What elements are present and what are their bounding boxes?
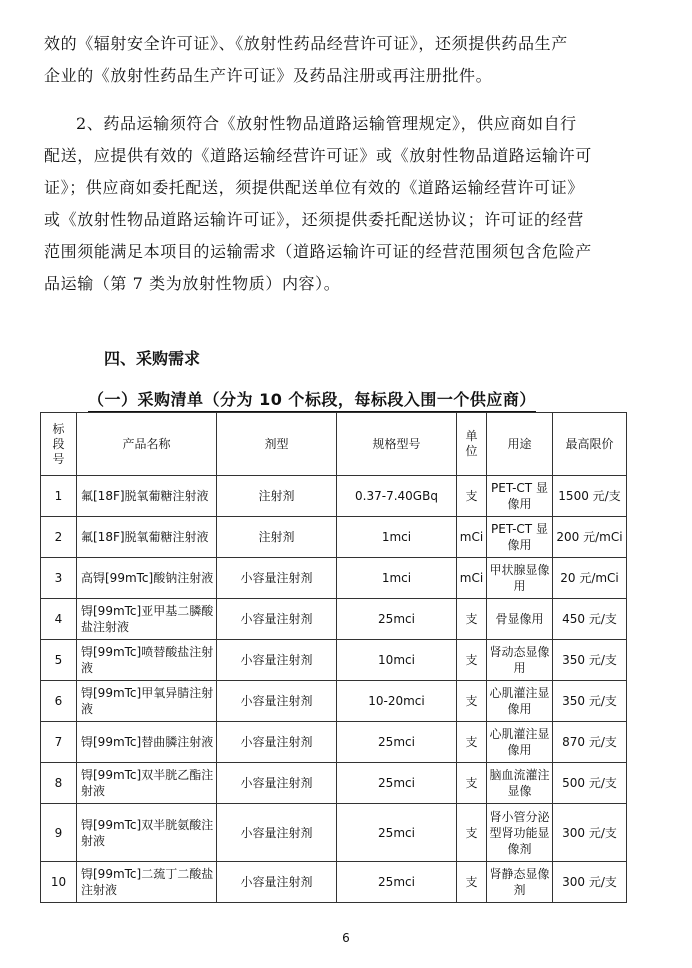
spec-cell: 25mci bbox=[337, 804, 457, 862]
dosage-form-cell: 小容量注射剂 bbox=[217, 681, 337, 722]
usage-cell: 甲状腺显像用 bbox=[487, 558, 553, 599]
header-lot-no: 标 段 号 bbox=[41, 413, 77, 476]
usage-cell: 心肌灌注显像用 bbox=[487, 722, 553, 763]
max-price-cell: 500 元/支 bbox=[553, 763, 627, 804]
product-name-cell: 氟[18F]脱氧葡糖注射液 bbox=[77, 476, 217, 517]
text-line: 配送，应提供有效的《道路运输经营许可证》或《放射性物品道路运输许可 bbox=[44, 146, 592, 165]
header-usage: 用途 bbox=[487, 413, 553, 476]
max-price-cell: 20 元/mCi bbox=[553, 558, 627, 599]
paragraph-licenses bbox=[44, 28, 650, 92]
header-unit: 单 位 bbox=[457, 413, 487, 476]
lot-no-cell: 6 bbox=[41, 681, 77, 722]
max-price-cell: 200 元/mCi bbox=[553, 517, 627, 558]
product-name-cell: 锝[99mTc]二巯丁二酸盐注射液 bbox=[77, 862, 217, 903]
unit-cell: 支 bbox=[457, 804, 487, 862]
table-row bbox=[41, 476, 627, 517]
text-line: 2、药品运输须符合《放射性物品道路运输管理规定》，供应商如自行 bbox=[76, 114, 577, 133]
table-row bbox=[41, 722, 627, 763]
table-row bbox=[41, 517, 627, 558]
dosage-form-cell: 注射剂 bbox=[217, 476, 337, 517]
lot-no-cell: 7 bbox=[41, 722, 77, 763]
product-name-cell: 高锝[99mTc]酸钠注射液 bbox=[77, 558, 217, 599]
unit-cell: 支 bbox=[457, 862, 487, 903]
header-product-name: 产品名称 bbox=[77, 413, 217, 476]
dosage-form-cell: 小容量注射剂 bbox=[217, 763, 337, 804]
procurement-table bbox=[40, 412, 627, 903]
spec-cell: 10-20mci bbox=[337, 681, 457, 722]
unit-cell: 支 bbox=[457, 599, 487, 640]
table-row bbox=[41, 681, 627, 722]
lot-no-cell: 3 bbox=[41, 558, 77, 599]
table-header-row bbox=[41, 413, 627, 476]
usage-cell: 脑血流灌注显像 bbox=[487, 763, 553, 804]
usage-cell: 肾静态显像剂 bbox=[487, 862, 553, 903]
table-row bbox=[41, 599, 627, 640]
product-name-cell: 锝[99mTc]甲氧异腈注射液 bbox=[77, 681, 217, 722]
text-line: 或《放射性物品道路运输许可证》，还须提供委托配送协议；许可证的经营 bbox=[44, 210, 584, 229]
dosage-form-cell: 小容量注射剂 bbox=[217, 804, 337, 862]
usage-cell: PET-CT 显像用 bbox=[487, 517, 553, 558]
spec-cell: 1mci bbox=[337, 558, 457, 599]
spec-cell: 25mci bbox=[337, 763, 457, 804]
lot-no-cell: 1 bbox=[41, 476, 77, 517]
unit-cell: 支 bbox=[457, 763, 487, 804]
spec-cell: 25mci bbox=[337, 722, 457, 763]
max-price-cell: 1500 元/支 bbox=[553, 476, 627, 517]
product-name-cell: 锝[99mTc]替曲膦注射液 bbox=[77, 722, 217, 763]
spec-cell: 25mci bbox=[337, 862, 457, 903]
unit-cell: mCi bbox=[457, 517, 487, 558]
text-line: 证》；供应商如委托配送，须提供配送单位有效的《道路运输经营许可证》 bbox=[44, 178, 584, 197]
dosage-form-cell: 注射剂 bbox=[217, 517, 337, 558]
header-spec: 规格型号 bbox=[337, 413, 457, 476]
usage-cell: 心肌灌注显像用 bbox=[487, 681, 553, 722]
usage-cell: PET-CT 显像用 bbox=[487, 476, 553, 517]
text-line: 企业的《放射性药品生产许可证》及药品注册或再注册批件。 bbox=[44, 66, 493, 85]
table-row bbox=[41, 558, 627, 599]
lot-no-cell: 8 bbox=[41, 763, 77, 804]
section-heading: 四、采购需求 bbox=[104, 349, 201, 368]
table-row bbox=[41, 640, 627, 681]
lot-no-cell: 10 bbox=[41, 862, 77, 903]
max-price-cell: 870 元/支 bbox=[553, 722, 627, 763]
paragraph-transport bbox=[44, 108, 650, 300]
max-price-cell: 300 元/支 bbox=[553, 862, 627, 903]
sub-heading: （一）采购清单（分为 10 个标段，每标段入围一个供应商） bbox=[88, 387, 536, 413]
header-dosage-form: 剂型 bbox=[217, 413, 337, 476]
text-line: 效的《辐射安全许可证》、《放射性药品经营许可证》，还须提供药品生产 bbox=[44, 34, 568, 53]
product-name-cell: 氟[18F]脱氧葡糖注射液 bbox=[77, 517, 217, 558]
max-price-cell: 300 元/支 bbox=[553, 804, 627, 862]
max-price-cell: 450 元/支 bbox=[553, 599, 627, 640]
unit-cell: mCi bbox=[457, 558, 487, 599]
product-name-cell: 锝[99mTc]双半胱氨酸注射液 bbox=[77, 804, 217, 862]
text-line: 范围须能满足本项目的运输需求（道路运输许可证的经营范围须包含危险产 bbox=[44, 242, 592, 261]
max-price-cell: 350 元/支 bbox=[553, 681, 627, 722]
spec-cell: 0.37-7.40GBq bbox=[337, 476, 457, 517]
max-price-cell: 350 元/支 bbox=[553, 640, 627, 681]
dosage-form-cell: 小容量注射剂 bbox=[217, 862, 337, 903]
table-row bbox=[41, 862, 627, 903]
spec-cell: 25mci bbox=[337, 599, 457, 640]
usage-cell: 肾动态显像用 bbox=[487, 640, 553, 681]
unit-cell: 支 bbox=[457, 722, 487, 763]
table-row bbox=[41, 804, 627, 862]
lot-no-cell: 4 bbox=[41, 599, 77, 640]
dosage-form-cell: 小容量注射剂 bbox=[217, 640, 337, 681]
product-name-cell: 锝[99mTc]双半胱乙酯注射液 bbox=[77, 763, 217, 804]
spec-cell: 10mci bbox=[337, 640, 457, 681]
lot-no-cell: 5 bbox=[41, 640, 77, 681]
product-name-cell: 锝[99mTc]喷替酸盐注射液 bbox=[77, 640, 217, 681]
text-line: 品运输（第 7 类为放射性物质）内容）。 bbox=[44, 274, 341, 293]
header-max-price: 最高限价 bbox=[553, 413, 627, 476]
product-name-cell: 锝[99mTc]亚甲基二膦酸盐注射液 bbox=[77, 599, 217, 640]
spec-cell: 1mci bbox=[337, 517, 457, 558]
unit-cell: 支 bbox=[457, 681, 487, 722]
lot-no-cell: 9 bbox=[41, 804, 77, 862]
page-number: 6 bbox=[342, 931, 350, 945]
dosage-form-cell: 小容量注射剂 bbox=[217, 722, 337, 763]
dosage-form-cell: 小容量注射剂 bbox=[217, 599, 337, 640]
unit-cell: 支 bbox=[457, 640, 487, 681]
table-row bbox=[41, 763, 627, 804]
unit-cell: 支 bbox=[457, 476, 487, 517]
usage-cell: 肾小管分泌型肾功能显像剂 bbox=[487, 804, 553, 862]
usage-cell: 骨显像用 bbox=[487, 599, 553, 640]
dosage-form-cell: 小容量注射剂 bbox=[217, 558, 337, 599]
lot-no-cell: 2 bbox=[41, 517, 77, 558]
